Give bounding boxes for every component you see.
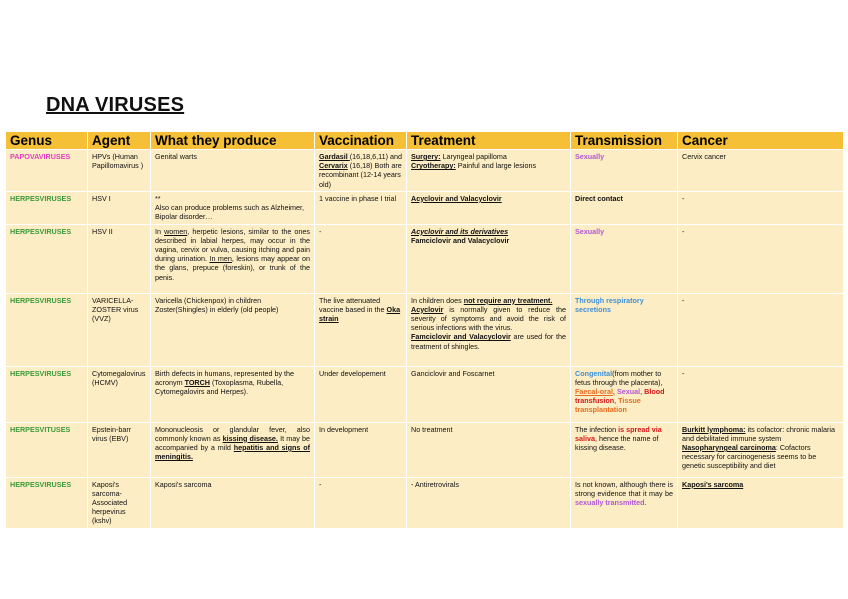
table-header-row bbox=[6, 132, 844, 150]
produce-text: It may be accompanied by a mild bbox=[155, 433, 311, 452]
treatment-text: are used for the treatment of shingles. bbox=[411, 332, 567, 351]
transmission-text: (from mother to fetus through the placenta), bbox=[575, 368, 663, 387]
produce-term: kissing disease. bbox=[222, 433, 278, 443]
transmission-term: Faecal-oral bbox=[575, 386, 613, 396]
dna-viruses-table bbox=[5, 131, 844, 529]
produce-cell bbox=[151, 422, 315, 477]
agent-cell: HSV I bbox=[88, 191, 151, 224]
transmission-term: Blood transfusion bbox=[575, 386, 665, 406]
genus-label: HERPESVITUSES bbox=[10, 424, 71, 434]
cancer-cell bbox=[678, 477, 844, 528]
transmission-text: , hence the name of kissing disease. bbox=[575, 433, 659, 452]
produce-term: TORCH bbox=[184, 377, 210, 387]
agent-cell: HSV II bbox=[88, 224, 151, 293]
transmission-text: The infection bbox=[575, 424, 619, 434]
produce-text: Mononucleosis or glandular fever, also commonly known as bbox=[155, 424, 310, 443]
cancer-cell: - bbox=[678, 224, 844, 293]
genus-label: PAPOVAVIRUSES bbox=[10, 152, 71, 161]
genus-cell bbox=[6, 293, 88, 366]
transmission-text: Is not known, although there is strong evidence that it may be bbox=[575, 479, 673, 498]
header-genus: Genus bbox=[6, 132, 88, 150]
produce-text: Birth defects in humans, represented by the acronym bbox=[155, 368, 295, 387]
vaccination-cell: - bbox=[315, 477, 407, 528]
genus-label: HERPESVIRUSES bbox=[10, 479, 72, 489]
transmission-cell bbox=[571, 224, 678, 293]
table-row bbox=[6, 422, 844, 477]
transmission-term: Sexual bbox=[616, 386, 641, 396]
header-produce: What they produce bbox=[151, 132, 315, 150]
vaccination-cell: 1 vaccine in phase I trial bbox=[315, 191, 407, 224]
header-treatment: Treatment bbox=[407, 132, 571, 150]
transmission-cell bbox=[571, 293, 678, 366]
produce-text: In bbox=[155, 226, 165, 236]
produce-term: women bbox=[164, 226, 188, 236]
transmission-text: , bbox=[640, 386, 645, 396]
agent-cell: VARICELLA-ZOSTER virus (VVZ) bbox=[88, 293, 151, 366]
produce-text: Also can produce problems such as Alzheimer, Bipolar disorder… bbox=[155, 203, 305, 222]
cancer-term: Kaposi's sarcoma bbox=[682, 479, 744, 489]
treatment-cell bbox=[407, 191, 571, 224]
treatment-term: Famciclovir and Valacyclovir bbox=[411, 332, 511, 342]
treatment-term: Surgery: bbox=[411, 152, 441, 161]
genus-label: HERPESVIRUSES bbox=[10, 368, 72, 378]
genus-label: HERPESVIRUSES bbox=[10, 193, 72, 203]
transmission-text: , bbox=[612, 386, 617, 396]
transmission-text: Direct contact bbox=[575, 193, 623, 203]
vaccination-cell bbox=[315, 293, 407, 366]
treatment-cell: - Antiretrovirals bbox=[407, 477, 571, 528]
treatment-text: Famciclovir and Valacyclovir bbox=[411, 235, 510, 245]
cancer-term: Burkitt lymphoma: bbox=[682, 424, 746, 434]
transmission-cell bbox=[571, 477, 678, 528]
transmission-cell bbox=[571, 366, 678, 422]
produce-cell: Kaposi's sarcoma bbox=[151, 477, 315, 528]
vaccine-text: (16,18,6,11) and bbox=[349, 152, 402, 161]
transmission-term: Tissue transplantation bbox=[575, 396, 641, 415]
treatment-text: is normally given to reduce the severity of symptoms and avoid the risk of serious infections with the virus. bbox=[411, 304, 566, 333]
produce-text: , herpetic lesions, similar to the ones described in labial herpes, may occur in the vagina, cervix or vulva, causing itching and pain during urination. bbox=[155, 226, 310, 264]
transmission-cell bbox=[571, 150, 678, 192]
genus-cell bbox=[6, 224, 88, 293]
treatment-term: not require any treatment. bbox=[463, 295, 553, 305]
treatment-term: Cryotherapy: bbox=[411, 161, 456, 171]
produce-cell: Varicella (Chickenpox) in children Zoster(Shingles) in elderly (old people) bbox=[151, 293, 315, 366]
vaccine-text: (16,18) Both are recombinant (12-14 years old) bbox=[319, 161, 402, 189]
table-row bbox=[6, 224, 844, 293]
genus-label: HERPESVIRUSES bbox=[10, 226, 72, 236]
page-title: DNA VIRUSES bbox=[46, 94, 185, 116]
treatment-term: Acyclovir and its derivatives bbox=[411, 226, 509, 236]
treatment-text: In children does bbox=[411, 295, 464, 305]
cancer-cell bbox=[678, 422, 844, 477]
transmission-term: is spread via saliva bbox=[575, 424, 662, 443]
table-row bbox=[6, 477, 844, 528]
table-row bbox=[6, 293, 844, 366]
genus-cell bbox=[6, 477, 88, 528]
treatment-cell: No treatment bbox=[407, 422, 571, 477]
header-cancer: Cancer bbox=[678, 132, 844, 150]
genus-cell bbox=[6, 422, 88, 477]
header-vaccination: Vaccination bbox=[315, 132, 407, 150]
cancer-cell: - bbox=[678, 366, 844, 422]
vaccine-name: Gardasil bbox=[319, 152, 350, 161]
treatment-cell bbox=[407, 150, 571, 192]
vaccine-name: Oka strain bbox=[319, 304, 401, 323]
treatment-term: Acyclovir bbox=[411, 304, 444, 314]
transmission-cell bbox=[571, 422, 678, 477]
cancer-cell: Cervix cancer bbox=[678, 150, 844, 192]
vaccine-text: The live attenuated vaccine based in the bbox=[319, 295, 387, 314]
treatment-cell bbox=[407, 293, 571, 366]
treatment-cell: Ganciclovir and Foscarnet bbox=[407, 366, 571, 422]
genus-cell bbox=[6, 150, 88, 192]
header-transmission: Transmission bbox=[571, 132, 678, 150]
transmission-text: Sexually bbox=[575, 152, 605, 161]
table-row bbox=[6, 366, 844, 422]
agent-cell: HPVs (Human Papillomavirus ) bbox=[88, 150, 151, 192]
vaccination-cell: In development bbox=[315, 422, 407, 477]
vaccination-cell bbox=[315, 150, 407, 192]
transmission-term: sexually transmitted. bbox=[575, 497, 647, 507]
vaccination-cell: Under developement bbox=[315, 366, 407, 422]
cancer-cell: - bbox=[678, 191, 844, 224]
produce-text: , lesions may appear on the glans, prepuce (foreskin), or trunk of the penis. bbox=[155, 254, 311, 282]
table-row bbox=[6, 150, 844, 192]
transmission-term: Congenital bbox=[575, 368, 613, 378]
transmission-text: , bbox=[614, 396, 619, 406]
agent-cell: Epstein-barr virus (EBV) bbox=[88, 422, 151, 477]
transmission-cell bbox=[571, 191, 678, 224]
produce-text: ** bbox=[155, 193, 161, 203]
produce-cell: Genital warts bbox=[151, 150, 315, 192]
treatment-text: Painful and large lesions bbox=[455, 161, 537, 171]
cancer-text: : Cofactors necessary for carcinogenesis seems to be genetic susceptibility and diet bbox=[682, 442, 817, 471]
treatment-term: Acyclovir and Valacyclovir bbox=[411, 193, 502, 203]
cancer-text: its cofactor: chronic malaria and debilitated immune system bbox=[682, 424, 835, 443]
cancer-cell: - bbox=[678, 293, 844, 366]
cancer-term: Nasopharyngeal carcinoma bbox=[682, 442, 776, 452]
genus-label: HERPESVIRUSES bbox=[10, 295, 72, 305]
produce-text: (Toxoplasma, Rubella, Cytomegalovirs and Herpes). bbox=[155, 377, 284, 396]
treatment-cell bbox=[407, 224, 571, 293]
table-row bbox=[6, 191, 844, 224]
agent-cell: Kaposi's sarcoma-Associated herpevirus (kshv) bbox=[88, 477, 151, 528]
produce-cell bbox=[151, 366, 315, 422]
vaccination-cell: - bbox=[315, 224, 407, 293]
genus-cell bbox=[6, 366, 88, 422]
treatment-text: Laryngeal papilloma bbox=[440, 152, 507, 161]
produce-cell bbox=[151, 224, 315, 293]
produce-term: hepatitis and signs of meningitis. bbox=[155, 442, 310, 462]
produce-term: In men bbox=[209, 254, 232, 264]
vaccine-name: Cervarix bbox=[319, 161, 348, 171]
transmission-text: Through respiratory secretions bbox=[575, 295, 644, 314]
transmission-text: Sexually bbox=[575, 226, 605, 236]
header-agent: Agent bbox=[88, 132, 151, 150]
genus-cell bbox=[6, 191, 88, 224]
agent-cell: Cytomegalovirus (HCMV) bbox=[88, 366, 151, 422]
produce-cell bbox=[151, 191, 315, 224]
